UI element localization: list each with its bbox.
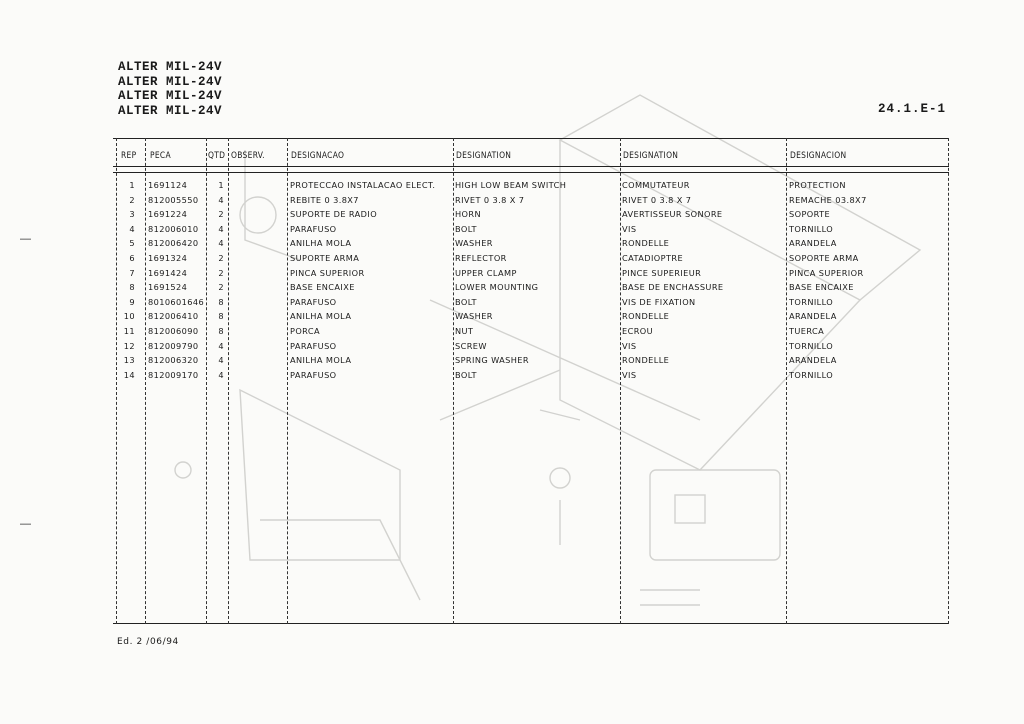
cell-designation-fr: VIS [622,369,637,380]
column-header-designacao: DESIGNACAO [291,150,345,160]
cell-peca: 812006320 [148,355,199,366]
cell-designacion: TORNILLO [789,223,834,234]
cell-designacao: ANILHA MOLA [290,311,352,322]
table-row [0,209,1024,224]
cell-peca: 812006090 [148,326,199,336]
cell-designation-en: HIGH LOW BEAM SWITCH [455,180,567,190]
model-line: ALTER MIL-24V [118,89,223,103]
cell-peca: 812005550 [148,194,199,205]
cell-designation-en: REFLECTOR [455,253,507,263]
cell-designation-en: BOLT [455,296,477,307]
cell-qtd: 4 [218,355,224,366]
cell-designacion: BASE ENCAIXE [789,282,854,293]
cell-designation-fr: VIS [622,223,637,234]
cell-qtd: 2 [218,253,224,263]
cell-designacion: TORNILLO [789,369,834,380]
table-row [0,180,1024,195]
cell-designation-fr: CATADIOPTRE [622,253,684,263]
table-row [0,195,1024,210]
cell-qtd: 8 [218,326,224,336]
column-header-observ: OBSERV. [231,150,265,160]
cell-peca: 1691424 [148,267,188,278]
margin-mark: ― [20,517,31,530]
cell-qtd: 4 [218,369,224,380]
cell-peca: 1691124 [148,180,188,190]
cell-qtd: 4 [218,340,224,351]
cell-designacao: PARAFUSO [290,296,337,307]
edition-label: Ed. 2 /06/94 [117,637,179,647]
cell-designation-en: RIVET 0 3.8 X 7 [455,194,525,205]
cell-qtd: 2 [218,282,224,293]
cell-designation-fr: VIS [622,340,637,351]
cell-designation-en: SPRING WASHER [455,355,529,366]
cell-qtd: 4 [218,238,224,249]
cell-designacao: PARAFUSO [290,223,337,234]
cell-peca: 1691224 [148,209,188,220]
column-header-designacion: DESIGNACION [790,150,847,160]
cell-designation-en: WASHER [455,238,493,249]
cell-designacion: REMACHE 03.8X7 [789,194,867,205]
cell-designacao: PROTECCAO INSTALACAO ELECT. [290,180,436,190]
header-divider-2 [113,172,949,173]
cell-peca: 812006410 [148,311,199,322]
table-row [0,311,1024,326]
cell-designacao: PORCA [290,326,320,336]
table-row [0,326,1024,341]
cell-peca: 8010601646 [148,296,205,307]
cell-qtd: 4 [218,194,224,205]
table-row [0,282,1024,297]
table-row [0,297,1024,312]
cell-designation-en: BOLT [455,369,477,380]
cell-designation-en: HORN [455,209,482,220]
cell-designation-fr: PINCE SUPERIEUR [622,267,702,278]
cell-rep: 14 [123,369,135,380]
cell-peca: 812006420 [148,238,199,249]
table-row [0,341,1024,356]
column-header-rep: REP [121,150,137,160]
cell-designacao: SUPORTE DE RADIO [290,209,378,220]
cell-peca: 812009170 [148,369,199,380]
column-header-peca: PECA [150,150,171,160]
cell-rep: 4 [129,223,135,234]
cell-designation-en: BOLT [455,223,477,234]
cell-rep: 13 [123,355,135,366]
cell-qtd: 1 [218,180,224,190]
cell-designation-fr: COMMUTATEUR [622,180,690,190]
model-line: ALTER MIL-24V [118,103,223,118]
cell-peca: 1691324 [148,253,188,263]
table-row [0,370,1024,385]
cell-rep: 6 [129,253,135,263]
cell-designation-fr: RONDELLE [622,311,670,322]
cell-designation-en: WASHER [455,311,493,322]
cell-designation-fr: RIVET 0 3.8 X 7 [622,194,692,205]
cell-designacion: TORNILLO [789,296,834,307]
cell-designacao: PINCA SUPERIOR [290,267,365,278]
cell-qtd: 4 [218,223,224,234]
header-divider [113,166,949,167]
table-row [0,224,1024,239]
cell-designacao: ANILHA MOLA [290,238,352,249]
cell-rep: 12 [123,340,135,351]
cell-designacao: PARAFUSO [290,340,337,351]
cell-designation-fr: RONDELLE [622,238,670,249]
cell-designacion: SOPORTE ARMA [789,253,859,263]
cell-rep: 3 [129,209,135,220]
cell-designacao: REBITE 0 3.8X7 [290,194,359,205]
cell-rep: 2 [129,194,135,205]
cell-designation-fr: RONDELLE [622,355,670,366]
column-header-qtd: QTD [208,150,226,160]
cell-qtd: 8 [218,311,224,322]
column-header-designation-en: DESIGNATION [456,150,512,160]
cell-designacao: PARAFUSO [290,369,337,380]
cell-rep: 9 [129,296,135,307]
cell-peca: 812006010 [148,223,199,234]
cell-designacion: SOPORTE [789,209,831,220]
cell-designacion: TORNILLO [789,340,834,351]
cell-rep: 5 [129,238,135,249]
cell-designacion: PINCA SUPERIOR [789,267,864,278]
cell-qtd: 8 [218,296,224,307]
column-header-designation-fr: DESIGNATION [623,150,679,160]
page-code: 24.1.E-1 [877,102,946,116]
cell-designation-en: NUT [455,326,474,336]
cell-designation-fr: AVERTISSEUR SONORE [622,209,723,220]
table-row [0,268,1024,283]
cell-rep: 8 [129,282,135,293]
cell-designation-fr: ECROU [622,326,654,336]
model-line: ALTER MIL-24V [118,60,223,74]
cell-designation-en: LOWER MOUNTING [455,282,539,293]
cell-designacao: SUPORTE ARMA [290,253,360,263]
cell-rep: 11 [123,326,135,336]
cell-rep: 1 [129,180,135,190]
cell-designacao: BASE ENCAIXE [290,282,355,293]
margin-mark: ― [20,232,31,245]
cell-designation-en: UPPER CLAMP [455,267,517,278]
cell-peca: 1691524 [148,282,188,293]
cell-designacion: ARANDELA [789,311,837,322]
table-row [0,238,1024,253]
cell-designacion: PROTECTION [789,180,846,190]
table-row [0,355,1024,370]
cell-qtd: 2 [218,209,224,220]
cell-rep: 7 [129,267,135,278]
cell-designation-fr: VIS DE FIXATION [622,296,696,307]
cell-peca: 812009790 [148,340,199,351]
cell-designacion: ARANDELA [789,355,837,366]
cell-designacion: ARANDELA [789,238,837,249]
model-line: ALTER MIL-24V [118,74,223,89]
cell-designacion: TUERCA [789,326,825,336]
cell-designation-en: SCREW [455,340,487,351]
cell-rep: 10 [123,311,135,322]
model-header [118,60,222,118]
cell-qtd: 2 [218,267,224,278]
cell-designacao: ANILHA MOLA [290,355,352,366]
table-row [0,253,1024,268]
cell-designation-fr: BASE DE ENCHASSURE [622,282,724,293]
